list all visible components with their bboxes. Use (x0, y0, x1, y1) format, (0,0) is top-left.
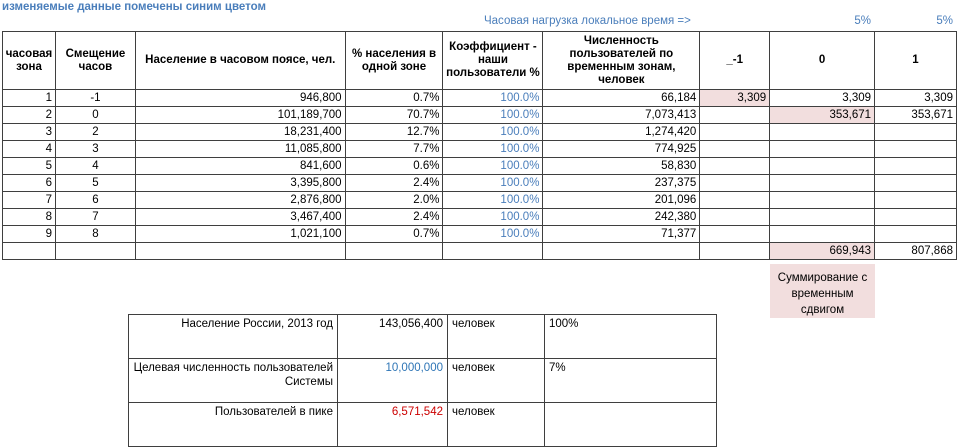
cell-hour-1 (875, 175, 957, 192)
cell-hour-1 (875, 226, 957, 243)
table-row[interactable] (3, 107, 957, 124)
hourly-load-label: Часовая нагрузка локальное время => (484, 15, 691, 27)
cell-timezone: 7 (3, 192, 56, 209)
summary-row[interactable] (129, 315, 717, 359)
cell-users-by-zone: 201,096 (543, 192, 700, 209)
cell-users-by-zone: 71,377 (543, 226, 700, 243)
cell-population-pct: 7.7% (345, 141, 443, 158)
summary-unit: человек (448, 403, 545, 447)
table-total-row[interactable] (3, 243, 957, 260)
cell-user-coefficient[interactable]: 100.0% (443, 124, 543, 141)
table-row[interactable] (3, 124, 957, 141)
cell-hour-minus-1 (700, 175, 770, 192)
cell-user-coefficient[interactable]: 100.0% (443, 107, 543, 124)
cell-users-by-zone: 774,925 (543, 141, 700, 158)
cell-users-by-zone: 242,380 (543, 209, 700, 226)
cell-timezone: 8 (3, 209, 56, 226)
cell-user-coefficient[interactable]: 100.0% (443, 209, 543, 226)
table-row[interactable] (3, 90, 957, 107)
cell-population-pct: 2.4% (345, 209, 443, 226)
cell-population: 841,600 (135, 158, 345, 175)
cell-population: 18,231,400 (135, 124, 345, 141)
hourly-load-pct-col1: 5% (936, 15, 953, 27)
header-users-by-zone: Численность пользователей по временным зонам, человек (543, 32, 700, 90)
summary-unit: человек (448, 315, 545, 359)
summary-label: Пользователей в пике (129, 403, 338, 447)
table-row[interactable] (3, 192, 957, 209)
header-hour-1: 1 (875, 32, 957, 90)
table-row[interactable] (3, 175, 957, 192)
summary-value: 143,056,400 (338, 315, 448, 359)
cell-hour-1 (875, 141, 957, 158)
cell-offset: 8 (55, 226, 135, 243)
summary-share (545, 403, 717, 447)
cell-user-coefficient[interactable]: 100.0% (443, 192, 543, 209)
cell-timezone: 5 (3, 158, 56, 175)
table-row[interactable] (3, 226, 957, 243)
cell-hour-minus-1 (700, 226, 770, 243)
header-user-coefficient: Коэффициент - наши пользователи % (443, 32, 543, 90)
cell-offset: 3 (55, 141, 135, 158)
hourly-load-pct-col0: 5% (854, 15, 871, 27)
table-row[interactable] (3, 158, 957, 175)
cell-population: 1,021,100 (135, 226, 345, 243)
cell-population-pct: 0.6% (345, 158, 443, 175)
total-hour-0: 669,943 (770, 243, 875, 260)
cell-hour-1 (875, 209, 957, 226)
cell-hour-1 (875, 158, 957, 175)
cell-hour-minus-1 (700, 124, 770, 141)
cell-timezone: 2 (3, 107, 56, 124)
summary-value: 6,571,542 (338, 403, 448, 447)
cell-users-by-zone: 7,073,413 (543, 107, 700, 124)
cell-population-pct: 12.7% (345, 124, 443, 141)
summary-value[interactable]: 10,000,000 (338, 359, 448, 403)
cell-hour-minus-1 (700, 158, 770, 175)
summary-share: 100% (545, 315, 717, 359)
summation-with-time-shift-note: Суммирование с временным сдвигом (770, 264, 875, 318)
summary-row[interactable] (129, 403, 717, 447)
summary-share: 7% (545, 359, 717, 403)
cell-timezone: 6 (3, 175, 56, 192)
total-hour-minus-1 (700, 243, 770, 260)
cell-users-by-zone: 66,184 (543, 90, 700, 107)
cell-users-by-zone: 237,375 (543, 175, 700, 192)
cell-offset: 6 (55, 192, 135, 209)
cell-empty (345, 243, 443, 260)
cell-hour-0 (770, 141, 875, 158)
table-row[interactable] (3, 141, 957, 158)
cell-population-pct: 0.7% (345, 226, 443, 243)
cell-population: 11,085,800 (135, 141, 345, 158)
cell-hour-1: 353,671 (875, 107, 957, 124)
cell-timezone: 3 (3, 124, 56, 141)
cell-population-pct: 70.7% (345, 107, 443, 124)
summary-label: Целевая численность пользователей Системы (129, 359, 338, 403)
cell-hour-minus-1 (700, 141, 770, 158)
cell-user-coefficient[interactable]: 100.0% (443, 175, 543, 192)
cell-hour-minus-1 (700, 209, 770, 226)
cell-offset: 2 (55, 124, 135, 141)
header-timezone: часовая зона (3, 32, 56, 90)
cell-empty (543, 243, 700, 260)
cell-users-by-zone: 58,830 (543, 158, 700, 175)
cell-offset: 5 (55, 175, 135, 192)
cell-empty (55, 243, 135, 260)
population-summary-table (128, 314, 717, 447)
cell-timezone: 1 (3, 90, 56, 107)
cell-population: 3,467,400 (135, 209, 345, 226)
cell-hour-0 (770, 124, 875, 141)
cell-population-pct: 2.0% (345, 192, 443, 209)
cell-user-coefficient[interactable]: 100.0% (443, 141, 543, 158)
table-row[interactable] (3, 209, 957, 226)
cell-hour-1 (875, 192, 957, 209)
cell-population: 3,395,800 (135, 175, 345, 192)
cell-hour-0 (770, 158, 875, 175)
cell-hour-minus-1 (700, 192, 770, 209)
header-population-pct: % населения в одной зоне (345, 32, 443, 90)
table-header-row (3, 32, 957, 90)
cell-hour-0 (770, 226, 875, 243)
cell-offset: 4 (55, 158, 135, 175)
cell-hour-minus-1: 3,309 (700, 90, 770, 107)
header-hour-minus-1: _-1 (700, 32, 770, 90)
summary-unit: человек (448, 359, 545, 403)
cell-empty (135, 243, 345, 260)
cell-hour-0 (770, 175, 875, 192)
cell-user-coefficient[interactable]: 100.0% (443, 90, 543, 107)
cell-empty (3, 243, 56, 260)
cell-user-coefficient[interactable]: 100.0% (443, 226, 543, 243)
editable-data-note: изменяемые данные помечены синим цветом (2, 1, 266, 13)
summary-row[interactable] (129, 359, 717, 403)
total-hour-1: 807,868 (875, 243, 957, 260)
cell-timezone: 4 (3, 141, 56, 158)
header-hour-0: 0 (770, 32, 875, 90)
cell-population: 946,800 (135, 90, 345, 107)
summary-label: Население России, 2013 год (129, 315, 338, 359)
cell-empty (443, 243, 543, 260)
cell-offset: -1 (55, 90, 135, 107)
cell-population: 2,876,800 (135, 192, 345, 209)
cell-population-pct: 2.4% (345, 175, 443, 192)
cell-population-pct: 0.7% (345, 90, 443, 107)
cell-users-by-zone: 1,274,420 (543, 124, 700, 141)
header-hour-offset: Смещение часов (55, 32, 135, 90)
cell-user-coefficient[interactable]: 100.0% (443, 158, 543, 175)
header-population: Население в часовом поясе, чел. (135, 32, 345, 90)
cell-hour-1 (875, 124, 957, 141)
cell-population: 101,189,700 (135, 107, 345, 124)
cell-offset: 0 (55, 107, 135, 124)
cell-offset: 7 (55, 209, 135, 226)
cell-hour-0: 353,671 (770, 107, 875, 124)
cell-hour-minus-1 (700, 107, 770, 124)
timezone-population-table (2, 31, 957, 260)
cell-hour-1: 3,309 (875, 90, 957, 107)
cell-hour-0 (770, 192, 875, 209)
cell-timezone: 9 (3, 226, 56, 243)
cell-hour-0 (770, 209, 875, 226)
cell-hour-0: 3,309 (770, 90, 875, 107)
